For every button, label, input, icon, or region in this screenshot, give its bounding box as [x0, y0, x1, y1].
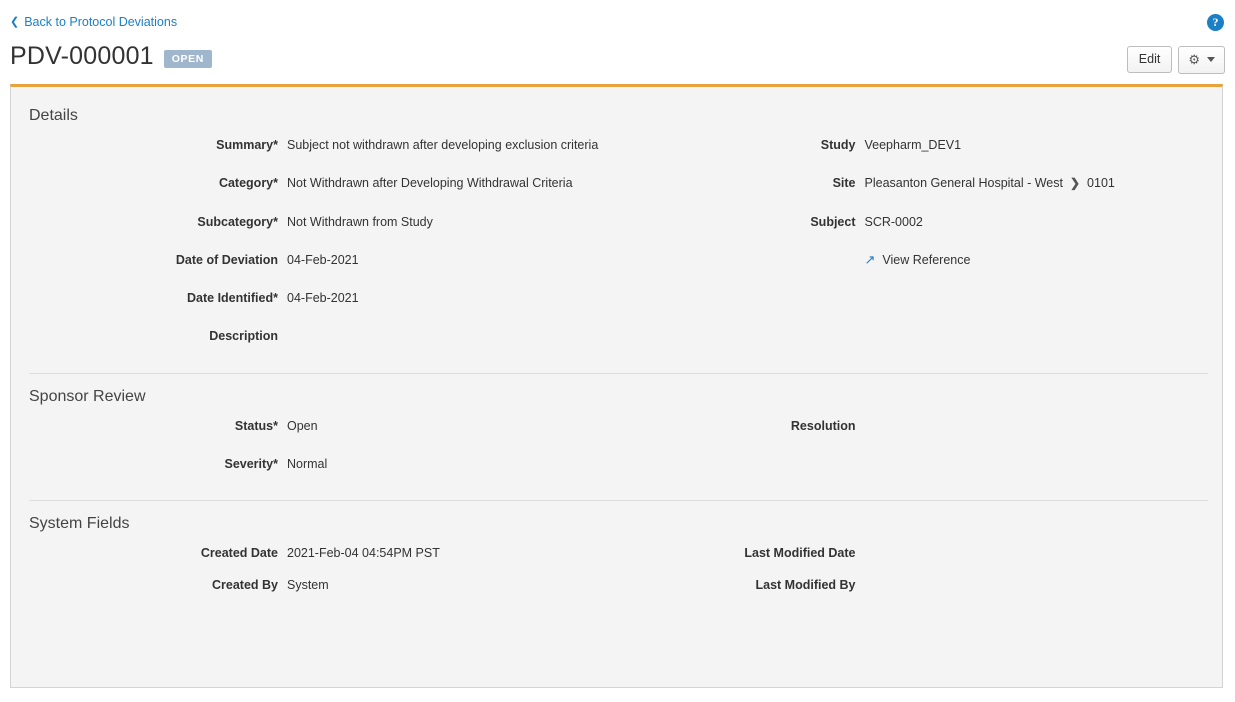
field-date-identified — [25, 290, 617, 306]
sponsor-review-right-column — [617, 418, 1209, 495]
sponsor-review-left-column — [25, 418, 617, 495]
field-label: Subject — [810, 214, 856, 229]
site-number: 0101 — [1087, 176, 1115, 191]
section-title-details: Details — [29, 107, 78, 124]
field-label: Category* — [218, 176, 278, 191]
help-icon-glyph: ? — [1212, 15, 1219, 29]
field-label: Created Date — [200, 546, 278, 560]
field-value: SCR-0002 — [864, 214, 923, 229]
field-site — [617, 175, 1209, 191]
field-label: Date of Deviation — [175, 252, 278, 267]
section-divider — [29, 373, 1208, 374]
field-summary — [25, 137, 617, 153]
field-label: Summary* — [216, 138, 278, 152]
section-title-sponsor-review: Sponsor Review — [29, 387, 146, 405]
sponsor-review-grid — [25, 418, 1208, 495]
field-created-date — [25, 545, 617, 561]
view-reference-label: View Reference — [882, 252, 971, 267]
details-left-column — [25, 137, 617, 367]
field-value: System — [287, 578, 329, 593]
status-badge: OPEN — [164, 50, 212, 68]
system-fields-grid — [25, 545, 1208, 616]
field-label: Description — [209, 329, 278, 344]
field-subject — [617, 214, 1209, 230]
field-value: Normal — [287, 456, 328, 471]
chevron-down-icon — [1207, 57, 1215, 62]
field-label: Status* — [234, 418, 278, 433]
details-right-column — [617, 137, 1209, 367]
section-title-system-fields: System Fields — [29, 515, 130, 532]
site-name: Pleasanton General Hospital - West — [864, 176, 1063, 191]
details-card — [10, 84, 1223, 688]
section-divider — [29, 500, 1208, 501]
field-label: Site — [832, 176, 856, 191]
field-subcategory — [25, 214, 617, 230]
field-value: 04-Feb-2021 — [287, 252, 359, 267]
field-status — [25, 418, 617, 434]
actions-menu-button[interactable] — [1178, 46, 1225, 74]
field-date-of-deviation — [25, 252, 617, 268]
field-category — [25, 175, 617, 191]
field-label: Date Identified* — [187, 291, 278, 305]
chevron-right-icon: ❯ — [1069, 175, 1081, 190]
field-last-modified-date — [617, 545, 1209, 561]
field-value: Subject not withdrawn after developing exclusion criteria — [287, 138, 599, 152]
field-description — [25, 328, 617, 344]
field-value: Open — [287, 418, 318, 433]
field-value: Not Withdrawn from Study — [287, 214, 433, 229]
field-value: Not Withdrawn after Developing Withdrawal Criteria — [287, 176, 573, 191]
page-title: PDV-000001 — [10, 42, 154, 70]
back-chevron-icon: ❮ — [10, 15, 20, 28]
field-value: Veepharm_DEV1 — [864, 138, 962, 152]
field-label: Severity* — [224, 456, 278, 471]
field-label: Resolution — [790, 418, 856, 433]
view-reference-link[interactable] — [865, 252, 971, 268]
record-actions — [1127, 46, 1225, 74]
field-value — [865, 175, 1115, 191]
field-value: 04-Feb-2021 — [287, 291, 359, 305]
field-created-by — [25, 577, 617, 593]
field-resolution — [617, 418, 1209, 434]
field-label: Study — [820, 138, 856, 152]
external-link-icon: ↗ — [864, 251, 876, 267]
help-icon[interactable] — [1207, 14, 1224, 31]
breadcrumb-back-link[interactable] — [10, 15, 177, 29]
edit-button[interactable]: Edit — [1127, 46, 1173, 73]
details-grid — [25, 137, 1208, 367]
system-fields-left-column — [25, 545, 617, 616]
field-label: Subcategory* — [197, 214, 278, 229]
field-label: Created By — [212, 578, 278, 593]
field-label: Last Modified By — [755, 578, 856, 593]
field-last-modified-by — [617, 577, 1209, 593]
system-fields-right-column — [617, 545, 1209, 616]
breadcrumb-label: Back to Protocol Deviations — [24, 15, 178, 29]
field-value: 2021-Feb-04 04:54PM PST — [287, 546, 440, 560]
field-severity — [25, 456, 617, 472]
gear-icon: ⚙ — [1188, 52, 1200, 67]
view-reference-row — [617, 252, 1209, 268]
field-study — [617, 137, 1209, 153]
page-title-row — [10, 42, 212, 71]
field-label: Last Modified Date — [744, 546, 856, 560]
